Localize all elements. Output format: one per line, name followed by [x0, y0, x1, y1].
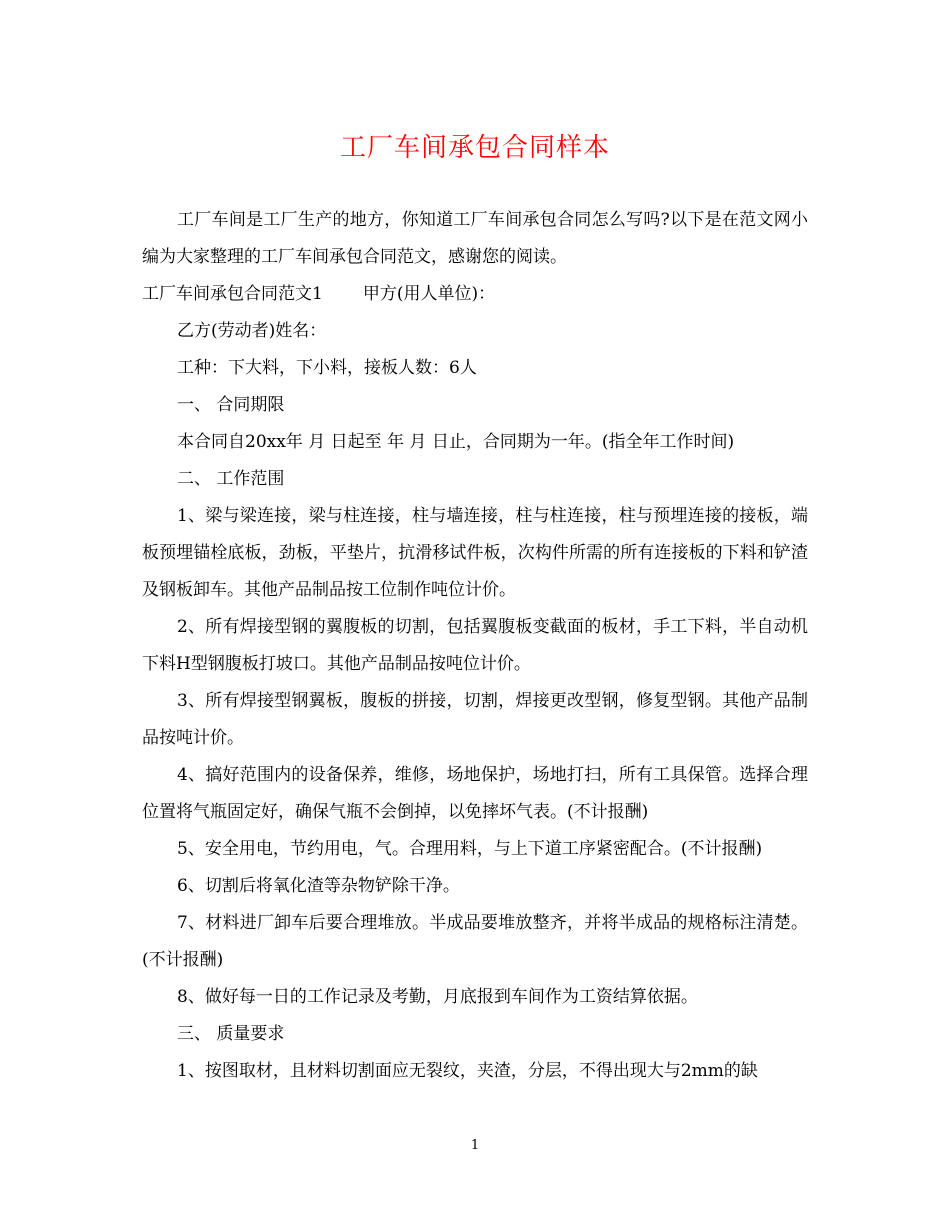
- scope-item-6: 6、切割后将氧化渣等杂物铲除干净。: [177, 876, 460, 896]
- scope-item-2: 2、所有焊接型钢的翼腹板的切割，包括翼腹板变截面的板材，手工下料，半自动机下料H型钢腹板打坡口。其他产品制品按吨位计价。: [142, 617, 808, 674]
- scope-item-1: 1、梁与梁连接，梁与柱连接，柱与墙连接，柱与柱连接，柱与预埋连接的接板，端板预埋锚栓底板，劲板，平垫片，抗滑移试件板，次构件所需的所有连接板的下料和铲渣及钢板卸车。其他产品制品按工位制作吨位计价。: [142, 506, 808, 600]
- party-a-field: 甲方(用人单位)：: [362, 284, 496, 304]
- document-title: 工厂车间承包合同样本: [339, 133, 610, 163]
- scope-item-7: 7、材料进厂卸车后要合理堆放。半成品要堆放整齐，并将半成品的规格标注清楚。(不计报酬): [142, 913, 808, 970]
- scope-item-3: 3、所有焊接型钢翼板，腹板的拼接，切割，焊接更改型钢，修复型钢。其他产品制品按吨计价。: [142, 691, 808, 748]
- intro-paragraph: 工厂车间是工厂生产的地方，你知道工厂车间承包合同怎么写吗?以下是在范文网小编为大家整理的工厂车间承包合同范文，感谢您的阅读。: [142, 210, 808, 267]
- term-paragraph: 本合同自20xx年 月 日起至 年 月 日止，合同期为一年。(指全年工作时间): [177, 432, 735, 452]
- scope-item-8: 8、做好每一日的工作记录及考勤，月底报到车间作为工资结算依据。: [177, 987, 698, 1007]
- quality-item-1: 1、按图取材，且材料切割面应无裂纹，夹渣，分层，不得出现大与2mm的缺: [177, 1061, 758, 1081]
- scope-item-5: 5、安全用电，节约用电，气。合理用料，与上下道工序紧密配合。(不计报酬): [177, 839, 763, 859]
- document-body: [142, 202, 808, 1090]
- scope-item-4: 4、搞好范围内的设备保养，维修，场地保护，场地打扫，所有工具保管。选择合理位置将气瓶固定好，确保气瓶不会倒掉，以免摔坏气表。(不计报酬): [142, 765, 808, 822]
- section-heading-quality: 三、 质量要求: [177, 1024, 285, 1044]
- sample-heading-line: [142, 276, 808, 313]
- work-type-line: 工种：下大料，下小料，接板人数：6人: [177, 358, 477, 378]
- page-number: 1: [470, 1138, 480, 1153]
- party-b-field: 乙方(劳动者)姓名：: [177, 321, 327, 341]
- sample-heading: 工厂车间承包合同范文1: [142, 284, 323, 304]
- section-heading-term: 一、 合同期限: [177, 395, 285, 415]
- section-heading-scope: 二、 工作范围: [177, 469, 285, 489]
